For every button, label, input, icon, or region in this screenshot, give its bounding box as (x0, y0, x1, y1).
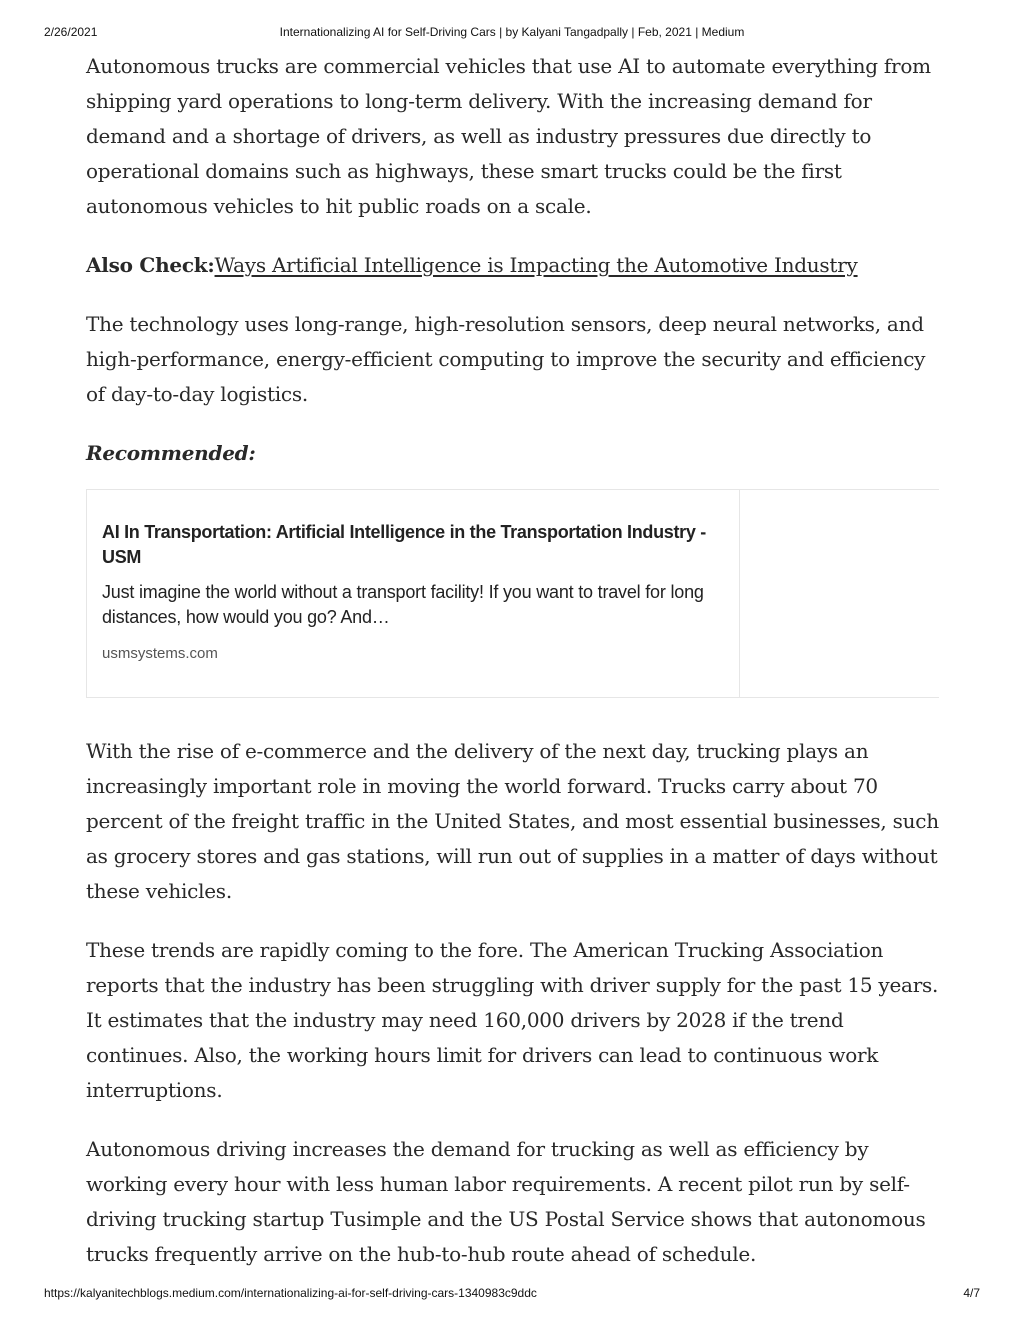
recommended-label: Recommended: (86, 441, 256, 465)
page-number: 4/7 (963, 1286, 980, 1300)
recommended-link-card[interactable] (86, 489, 939, 698)
paragraph-technology: The technology uses long-range, high-resolution sensors, deep neural networks, and high-performance, energy-efficient computing to improve the security and efficiency of day-to-day logistics. (86, 312, 926, 406)
card-title: AI In Transportation: Artificial Intelligence in the Transportation Industry - USM (102, 522, 706, 567)
print-header (0, 25, 1024, 41)
paragraph-trends: These trends are rapidly coming to the fore. The American Trucking Association reports that the industry has been struggling with driver supply for the past 15 years. It estimates that the industry may need 160,000 drivers by 2028 if the trend continues. Also, the working hours limit for drivers can lead to continuous work interruptions. (86, 938, 939, 1102)
card-thumbnail (739, 490, 939, 697)
card-body (102, 520, 732, 664)
paragraph-ecommerce: With the rise of e-commerce and the delivery of the next day, trucking plays an increasingly important role in moving the world forward. Trucks carry about 70 percent of the freight traffic in the United States, and most essential businesses, such as grocery stores and gas stations, will run out of supplies in a matter of days without these vehicles. (86, 739, 939, 903)
paragraph-autonomous-trucks: Autonomous trucks are commercial vehicles that use AI to automate everything from shipping yard operations to long-term delivery. With the increasing demand for demand and a shortage of drivers, as well as industry pressures due directly to operational domains such as highways, these smart trucks could be the first autonomous vehicles to hit public roads on a scale. (86, 54, 931, 218)
card-description: Just imagine the world without a transport facility! If you want to travel for long distances, how would you go? And… (102, 582, 704, 627)
paragraph-autonomous-driving: Autonomous driving increases the demand for trucking as well as efficiency by working every hour with less human labor requirements. A recent pilot run by self-driving trucking startup Tusimple and the US Postal Service shows that autonomous trucks frequently arrive on the hub-to-hub route ahead of schedule. (86, 1137, 926, 1266)
also-check-label: Also Check: (86, 253, 215, 277)
print-footer (0, 1286, 1024, 1302)
print-page-title: Internationalizing AI for Self-Driving Cars | by Kalyani Tangadpally | Feb, 2021 | Medium (279, 25, 745, 39)
also-check (86, 248, 946, 283)
article-body (86, 49, 946, 1272)
print-url: https://kalyanitechblogs.medium.com/internationalizing-ai-for-self-driving-cars-1340983c9ddc (44, 1286, 537, 1300)
card-domain: usmsystems.com (102, 645, 218, 662)
print-date: 2/26/2021 (44, 25, 98, 39)
also-check-link[interactable]: Ways Artificial Intelligence is Impacting the Automotive Industry (214, 253, 858, 277)
